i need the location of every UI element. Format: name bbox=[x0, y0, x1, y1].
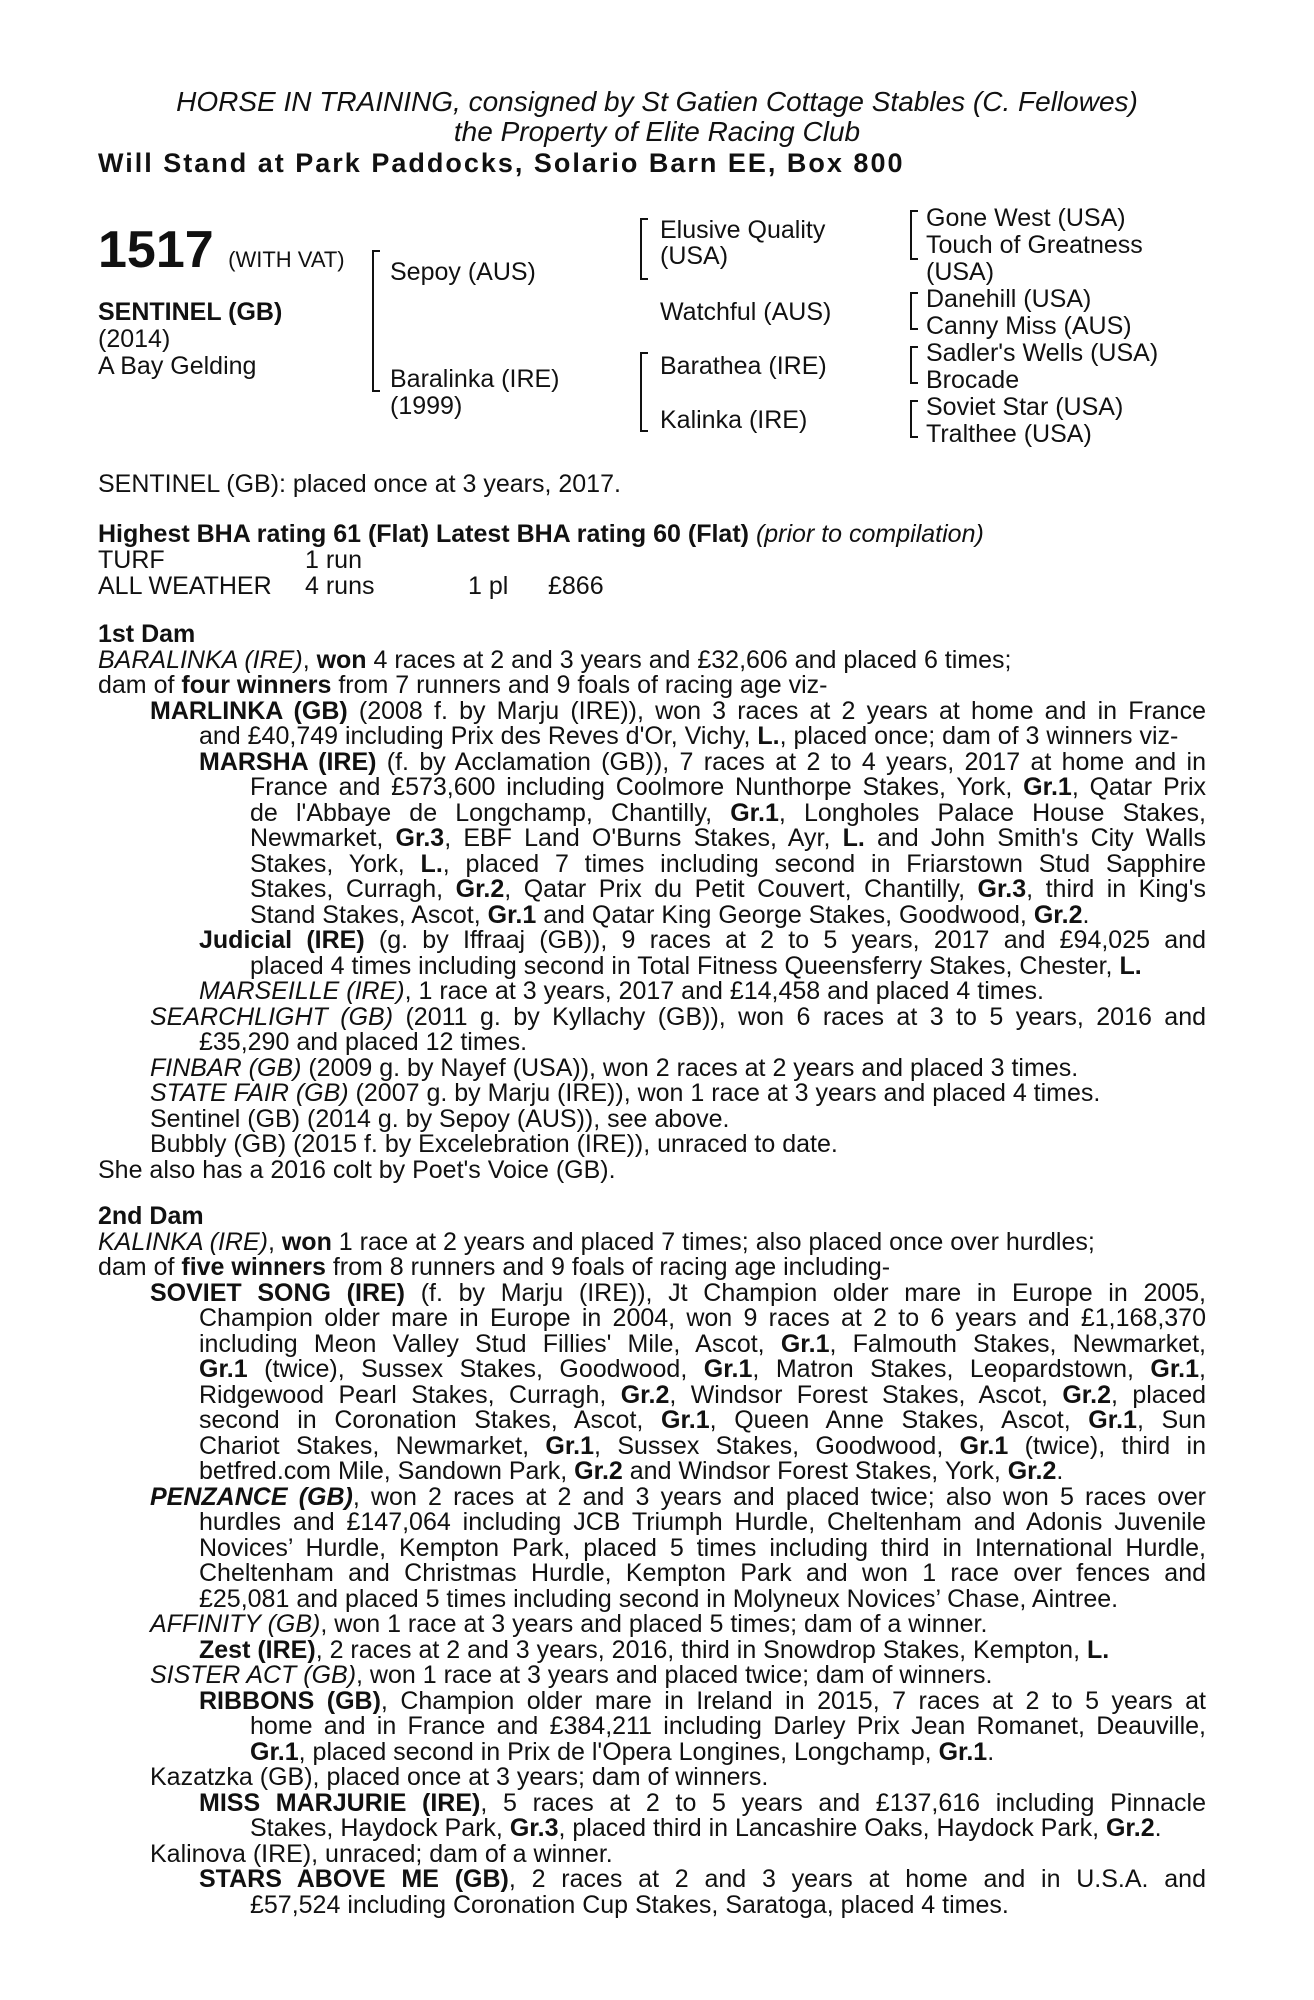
penzance-line-5: £25,081 and placed 5 times including second in Molyneux Novices’ Chase, Aintree. bbox=[199, 1584, 1119, 1613]
t: Chariot Stakes, Newmarket, bbox=[199, 1431, 546, 1460]
marlinka-name: MARLINKA (GB) bbox=[150, 696, 348, 725]
dam-name: KALINKA (IRE) bbox=[98, 1227, 268, 1256]
marlinka-text-1: (2008 f. by Marju (IRE)), won 3 races at 2 years at home and in France bbox=[347, 696, 1207, 725]
zest-line bbox=[98, 1635, 1206, 1664]
soviet-line-1 bbox=[98, 1278, 1206, 1307]
t: (twice), Sussex Stakes, Goodwood, bbox=[247, 1355, 704, 1383]
first-dam-produce-line bbox=[98, 673, 1206, 699]
t: . bbox=[1082, 900, 1090, 929]
t: , Windsor Forest Stakes, Ascot, bbox=[669, 1380, 1063, 1409]
marlinka-listed: L. bbox=[757, 722, 780, 750]
horse-name: SENTINEL (GB) bbox=[98, 298, 283, 326]
kazatzka-line: Kazatzka (GB), placed once at 3 years; dam of winners. bbox=[150, 1763, 769, 1791]
marseille-name: MARSEILLE (IRE) bbox=[199, 977, 405, 1005]
pedigree-dsd: Brocade bbox=[926, 366, 1020, 394]
dam-line-text: 4 races at 2 and 3 years and £32,606 and placed 6 times; bbox=[366, 645, 1012, 674]
grade: Gr.2 bbox=[1033, 900, 1083, 929]
t: , won 1 race at 3 years and placed twice; dam of winners. bbox=[356, 1661, 993, 1689]
t: placed 4 times including second in Total Fitness Queensferry Stakes, Chester, bbox=[250, 951, 1120, 980]
header-line-2: the Property of Elite Racing Club bbox=[453, 116, 861, 147]
t: , third in King's bbox=[1026, 875, 1206, 903]
t: France and £573,600 including Coolmore Nunthorpe Stakes, York, bbox=[250, 773, 1024, 801]
penzance-name: PENZANCE (GB) bbox=[150, 1482, 353, 1511]
pedigree-dds: Soviet Star (USA) bbox=[926, 393, 1124, 421]
produce-winners: four winners bbox=[181, 671, 332, 699]
pedigree-dam-year: (1999) bbox=[390, 392, 463, 420]
marsha-text-1: (f. by Acclamation (GB)), 7 races at 2 to 4 years, 2017 at home and in bbox=[376, 747, 1206, 776]
affinity-line bbox=[98, 1612, 1206, 1638]
penzance-line-2: hurdles and £147,064 including JCB Triumph Hurdle, Cheltenham and Adonis Juvenile bbox=[199, 1508, 1206, 1536]
record-turf-runs: 1 run bbox=[305, 546, 362, 574]
stars-line-2: £57,524 including Coronation Cup Stakes, Saratoga, placed 4 times. bbox=[250, 1890, 1009, 1919]
sister-act-name: SISTER ACT (GB) bbox=[150, 1661, 357, 1689]
t: , Queen Anne Stakes, Ascot, bbox=[709, 1406, 1089, 1434]
grade: Gr.2 bbox=[574, 1457, 623, 1485]
bha-rating bbox=[98, 520, 984, 548]
t: de l'Abbaye de Longchamp, Chantilly, bbox=[250, 798, 731, 827]
first-dam-heading: 1st Dam bbox=[98, 620, 196, 648]
pedigree-sire-sire-1: Elusive Quality bbox=[660, 216, 826, 244]
first-dam-section bbox=[98, 622, 1206, 1183]
record-aw-placed: 1 pl bbox=[468, 572, 509, 600]
t: , placed third in Lancashire Oaks, Haydock Park, bbox=[558, 1814, 1106, 1842]
horse-description: A Bay Gelding bbox=[98, 352, 257, 380]
grade: Gr.1 bbox=[938, 1737, 988, 1766]
grade: L. bbox=[1119, 951, 1142, 980]
colt-line: She also has a 2016 colt by Poet's Voice (GB). bbox=[98, 1155, 616, 1184]
grade: Gr.1 bbox=[959, 1431, 1009, 1460]
t: Stand Stakes, Ascot, bbox=[250, 900, 488, 929]
judicial-line-2 bbox=[98, 951, 1206, 980]
header-line-1: HORSE IN TRAINING, consigned by St Gatien Cottage Stables (C. Fellowes) bbox=[176, 86, 1138, 117]
pedigree-ssd-1: Touch of Greatness bbox=[926, 231, 1143, 259]
t: and John Smith's City Walls bbox=[864, 824, 1206, 852]
t: second in Coronation Stakes, Ascot, bbox=[199, 1406, 661, 1434]
soviet-line-6 bbox=[98, 1408, 1206, 1434]
grade: Gr.2 bbox=[1062, 1380, 1111, 1409]
rating-note: (prior to compilation) bbox=[755, 520, 984, 548]
t: Stakes, York, bbox=[250, 849, 421, 878]
brace-3 bbox=[910, 346, 918, 384]
grade: Gr.1 bbox=[1023, 773, 1072, 801]
t: , Champion older mare in Ireland in 2015, 7 races at 2 to 5 years at bbox=[380, 1686, 1206, 1715]
ribbons-line-3 bbox=[98, 1737, 1206, 1766]
marlinka-text-3: , placed once; dam of 3 winners viz- bbox=[779, 722, 1179, 750]
dam-name: BARALINKA (IRE) bbox=[98, 645, 303, 674]
marlinka-text-2: and £40,749 including Prix des Reves d'Or, Vichy, bbox=[199, 722, 758, 750]
t: and Qatar King George Stakes, Goodwood, bbox=[536, 900, 1034, 929]
produce-prefix: dam of bbox=[98, 671, 182, 699]
grade: Gr.2 bbox=[1105, 1814, 1155, 1842]
t: , bbox=[1199, 1355, 1206, 1383]
t: , EBF Land O'Burns Stakes, Ayr, bbox=[444, 824, 843, 852]
t: Stakes, Haydock Park, bbox=[250, 1814, 510, 1842]
pedigree-dss: Sadler's Wells (USA) bbox=[926, 339, 1159, 367]
marsha-line-2 bbox=[98, 775, 1206, 801]
pedigree-dam: Baralinka (IRE) bbox=[390, 365, 560, 393]
t: , placed bbox=[1110, 1380, 1207, 1409]
lot-number-value: 1517 bbox=[98, 221, 214, 279]
zest-name: Zest (IRE) bbox=[199, 1635, 316, 1664]
marsha-name: MARSHA (IRE) bbox=[199, 747, 377, 776]
t: betfred.com Mile, Sandown Park, bbox=[199, 1457, 575, 1485]
marsha-line-5 bbox=[98, 849, 1206, 878]
t: (f. by Marju (IRE)), Jt Champion older mare in Europe in 2005, bbox=[405, 1278, 1206, 1307]
marsha-line-4 bbox=[98, 826, 1206, 852]
marsha-line-6 bbox=[98, 877, 1206, 903]
finbar-line bbox=[98, 1053, 1206, 1082]
second-dam-line: KALINKA (IRE), won 1 race at 2 years and placed 7 times; also placed once over hurdles; bbox=[98, 1227, 1095, 1256]
pedigree-ddd: Tralthee (USA) bbox=[926, 420, 1092, 448]
t: (2009 g. by Nayef (USA)), won 2 races at 2 years and placed 3 times. bbox=[301, 1053, 1079, 1082]
pedigree-sire: Sepoy (AUS) bbox=[390, 258, 536, 286]
t: , Longholes Palace House Stakes, bbox=[778, 798, 1206, 827]
t: from 8 runners and 9 foals of racing age including- bbox=[325, 1253, 891, 1281]
grade: Gr.3 bbox=[395, 824, 445, 852]
first-dam-line: BARALINKA (IRE), won 4 races at 2 and 3 years and £32,606 and placed 6 times; bbox=[98, 645, 1012, 674]
produce-winners: five winners bbox=[181, 1253, 326, 1281]
soviet-line-5 bbox=[98, 1380, 1207, 1409]
searchlight-line-2: £35,290 and placed 12 times. bbox=[199, 1028, 528, 1056]
state-fair-line bbox=[98, 1081, 1206, 1107]
t: . bbox=[1056, 1457, 1064, 1485]
marseille-line bbox=[98, 979, 1206, 1005]
soviet-name: SOVIET SONG (IRE) bbox=[150, 1278, 406, 1307]
grade: Gr.1 bbox=[730, 798, 779, 827]
grade: Gr.1 bbox=[199, 1355, 248, 1383]
pedigree-sdd: Canny Miss (AUS) bbox=[926, 312, 1132, 340]
t: (g. by Iffraaj (GB)), 9 races at 2 to 5 years, 2017 and £94,025 and bbox=[364, 926, 1206, 954]
second-dam-produce-line bbox=[98, 1255, 1206, 1281]
t: , Falmouth Stakes, Newmarket, bbox=[829, 1329, 1206, 1358]
marsha-line-3 bbox=[98, 798, 1206, 827]
searchlight-name: SEARCHLIGHT (GB) bbox=[150, 1002, 394, 1031]
sire-dam-brace bbox=[372, 250, 380, 392]
vat-label: (WITH VAT) bbox=[228, 247, 345, 272]
t: including Meon Valley Stud Fillies' Mile, Ascot, bbox=[199, 1329, 781, 1358]
t: (twice), third in bbox=[1008, 1431, 1206, 1460]
t: . bbox=[1154, 1814, 1162, 1842]
t: , 1 race at 3 years, 2017 and £14,458 and placed 4 times. bbox=[404, 977, 1044, 1005]
judicial-line-1 bbox=[98, 928, 1206, 954]
ribbons-name: RIBBONS (GB) bbox=[199, 1686, 381, 1715]
t: , Matron Stakes, Leopardstown, bbox=[752, 1355, 1151, 1383]
pedigree-dam-sire: Barathea (IRE) bbox=[660, 352, 827, 380]
ribbons-line-1 bbox=[98, 1686, 1206, 1715]
record-aw-surface: ALL WEATHER bbox=[98, 572, 272, 600]
grade: L. bbox=[420, 849, 443, 878]
soviet-line-2: Champion older mare in Europe in 2004, won 9 races at 2 to 6 years and £1,168,370 bbox=[199, 1304, 1206, 1332]
marlinka-line-2 bbox=[98, 724, 1206, 750]
soviet-line-8 bbox=[98, 1459, 1206, 1485]
won-label: won bbox=[281, 1227, 332, 1256]
t: , Sussex Stakes, Goodwood, bbox=[594, 1431, 960, 1460]
t: and Windsor Forest Stakes, York, bbox=[622, 1457, 1008, 1485]
record-aw-prize: £866 bbox=[548, 572, 604, 600]
lot-number bbox=[98, 222, 345, 288]
miss-marjurie-name: MISS MARJURIE (IRE) bbox=[199, 1788, 481, 1817]
bubbly-line: Bubbly (GB) (2015 f. by Excelebration (IRE)), unraced to date. bbox=[150, 1130, 838, 1158]
t: , won 2 races at 2 and 3 years and placed twice; also won 5 races over bbox=[352, 1482, 1207, 1511]
grade: Gr.1 bbox=[780, 1329, 830, 1358]
grade: Gr.1 bbox=[703, 1355, 753, 1383]
t: Stakes, Curragh, bbox=[250, 875, 456, 903]
race-summary: SENTINEL (GB): placed once at 3 years, 2017. bbox=[98, 470, 621, 498]
pedigree-ssd-2: (USA) bbox=[926, 258, 995, 286]
soviet-line-4 bbox=[98, 1357, 1206, 1383]
grade: Gr.1 bbox=[487, 900, 537, 929]
grade: Gr.1 bbox=[661, 1406, 710, 1434]
grade: Gr.1 bbox=[1150, 1355, 1200, 1383]
stars-name: STARS ABOVE ME (GB) bbox=[199, 1865, 509, 1893]
pedigree-sire-sire-2: (USA) bbox=[660, 242, 729, 270]
t: , 2 races at 2 and 3 years, 2016, third in Snowdrop Stakes, Kempton, bbox=[315, 1635, 1087, 1664]
stars-line-1 bbox=[98, 1867, 1206, 1893]
affinity-name: AFFINITY (GB) bbox=[150, 1610, 321, 1638]
grade: L. bbox=[1086, 1635, 1110, 1664]
pedigree-dam-dam: Kalinka (IRE) bbox=[660, 406, 808, 434]
t: . bbox=[987, 1737, 995, 1766]
grade: Gr.3 bbox=[977, 875, 1027, 903]
t: , 5 races at 2 to 5 years and £137,616 including Pinnacle bbox=[480, 1788, 1207, 1817]
pedigree-sds: Danehill (USA) bbox=[926, 285, 1092, 313]
grade: Gr.2 bbox=[1007, 1457, 1057, 1485]
record-turf-surface: TURF bbox=[98, 546, 165, 574]
sister-act-line bbox=[98, 1663, 1206, 1689]
second-dam-section bbox=[98, 1204, 1206, 1918]
miss-marjurie-line-1 bbox=[98, 1788, 1207, 1817]
grade: Gr.1 bbox=[250, 1737, 299, 1766]
marsha-line-7 bbox=[98, 900, 1206, 929]
t: 1 race at 2 years and placed 7 times; also placed once over hurdles; bbox=[331, 1227, 1095, 1256]
stand-location: Will Stand at Park Paddocks, Solario Barn EE, Box 800 bbox=[98, 148, 905, 178]
grade: Gr.2 bbox=[455, 875, 505, 903]
t: , Qatar Prix bbox=[1071, 773, 1207, 801]
horse-year: (2014) bbox=[98, 325, 171, 353]
penzance-line-1 bbox=[98, 1482, 1207, 1511]
sire-line-brace bbox=[640, 218, 648, 280]
miss-marjurie-line-2 bbox=[98, 1816, 1206, 1842]
t: dam of bbox=[98, 1253, 182, 1281]
soviet-line-7 bbox=[98, 1431, 1206, 1460]
grade: Gr.2 bbox=[620, 1380, 670, 1409]
finbar-name: FINBAR (GB) bbox=[150, 1053, 302, 1082]
produce-rest: from 7 runners and 9 foals of racing age viz- bbox=[331, 671, 828, 699]
second-dam-heading: 2nd Dam bbox=[98, 1202, 204, 1230]
marsha-line-1 bbox=[98, 747, 1206, 776]
t: Newmarket, bbox=[250, 824, 396, 852]
grade: L. bbox=[842, 824, 865, 852]
grade: Gr.3 bbox=[509, 1814, 559, 1842]
searchlight-line-1 bbox=[98, 1002, 1206, 1031]
pedigree-sire-dam: Watchful (AUS) bbox=[660, 298, 832, 326]
t: , placed 7 times including second in Friarstown Stud Sapphire bbox=[442, 849, 1206, 878]
penzance-line-3: Novices’ Hurdle, Kempton Park, placed 5 times including third in International Hurdle, bbox=[199, 1533, 1206, 1562]
state-fair-name: STATE FAIR (GB) bbox=[150, 1079, 349, 1107]
soviet-line-3 bbox=[98, 1329, 1206, 1358]
t: Ridgewood Pearl Stakes, Curragh, bbox=[199, 1380, 621, 1409]
t: , Sun bbox=[1136, 1406, 1206, 1434]
brace-2 bbox=[910, 292, 918, 330]
t: (2007 g. by Marju (IRE)), won 1 race at 3 years and placed 4 times. bbox=[348, 1079, 1101, 1107]
pedigree-sss: Gone West (USA) bbox=[926, 204, 1126, 232]
rating-text: Highest BHA rating 61 (Flat) Latest BHA rating 60 (Flat) bbox=[98, 520, 749, 548]
t: , Qatar Prix du Petit Couvert, Chantilly, bbox=[504, 875, 978, 903]
t: , 2 races at 2 and 3 years at home and in U.S.A. and bbox=[508, 1865, 1206, 1893]
marlinka-line-1 bbox=[98, 696, 1207, 725]
dam-line-brace bbox=[640, 352, 648, 432]
t: , won 1 race at 3 years and placed 5 times; dam of a winner. bbox=[320, 1610, 988, 1638]
ribbons-line-2: home and in France and £384,211 including Darley Prix Jean Romanet, Deauville, bbox=[250, 1712, 1206, 1740]
sentinel-line: Sentinel (GB) (2014 g. by Sepoy (AUS)), see above. bbox=[150, 1104, 730, 1133]
judicial-name: Judicial (IRE) bbox=[199, 926, 365, 954]
penzance-line-4: Cheltenham and Christmas Hurdle, Kempton Park and won 1 race over fences and bbox=[199, 1559, 1206, 1587]
won-label: won bbox=[316, 645, 367, 674]
brace-1 bbox=[910, 210, 918, 260]
brace-4 bbox=[910, 400, 918, 438]
kalinova-line: Kalinova (IRE), unraced; dam of a winner. bbox=[150, 1839, 613, 1868]
t: , placed second in Prix de l'Opera Longines, Longchamp, bbox=[298, 1737, 939, 1766]
grade: Gr.1 bbox=[545, 1431, 595, 1460]
t: (2011 g. by Kyllachy (GB)), won 6 races at 3 to 5 years, 2016 and bbox=[393, 1002, 1206, 1031]
grade: Gr.1 bbox=[1088, 1406, 1137, 1434]
record-aw-runs: 4 runs bbox=[305, 572, 375, 600]
